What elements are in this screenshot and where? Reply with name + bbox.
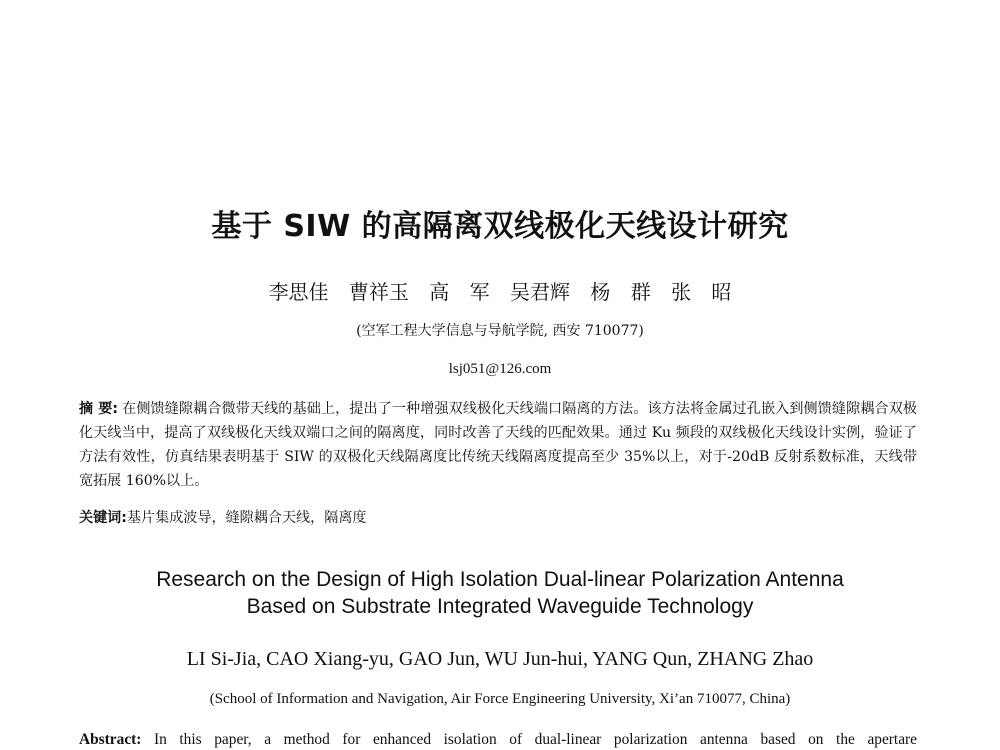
chinese-authors: 李思佳 曹祥玉 高 军 吴君辉 杨 群 张 昭 — [268, 280, 732, 304]
chinese-abstract-label: 摘 要: — [79, 401, 119, 417]
english-authors: LI Si-Jia, CAO Xiang-yu, GAO Jun, WU Jun-hui, YANG Qun, ZHANG Zhao — [186, 648, 814, 670]
chinese-keywords-text: 基片集成波导，缝隙耦合天线，隔离度 — [126, 510, 367, 526]
author-email: lsj051@126.com — [448, 361, 552, 377]
chinese-title: 基于 SIW 的高隔离双线极化天线设计研究 — [211, 209, 789, 244]
english-title-line-1: Research on the Design of High Isolation Dual-linear Polarization Antenna — [156, 568, 844, 591]
english-title — [0, 566, 1000, 620]
english-abstract-label: Abstract: — [79, 731, 142, 748]
english-title-line-2: Based on Substrate Integrated Waveguide Technology — [246, 595, 754, 618]
chinese-keywords — [79, 506, 917, 530]
chinese-affiliation: (空军工程大学信息与导航学院, 西安 710077) — [356, 323, 644, 339]
english-abstract-text: In this paper, a method for enhanced isolation of dual-linear polarization antenna based on the apertare — [154, 731, 917, 748]
chinese-abstract — [79, 397, 917, 493]
english-abstract — [79, 730, 917, 750]
chinese-abstract-text: 在侧馈缝隙耦合微带天线的基础上，提出了一种增强双线极化天线端口隔离的方法。该方法将金属过孔嵌入到侧馈缝隙耦合双极化天线当中，提高了双线极化天线双端口之间的隔离度，同时改善了天线的匹配效果。通过 Ku 频段的双线极化天线设计实例，验证了方法有效性，仿真结果表明基于 SIW 的双极化天线隔离度比传统天线隔离度提高至少 35%以上，对于-20dB 反射系数标准，天线带宽拓展 160%以上。 — [79, 401, 918, 489]
english-affiliation: (School of Information and Navigation, Air Force Engineering University, Xi’an 710077, China) — [209, 691, 791, 707]
chinese-keywords-label: 关键词: — [79, 510, 127, 526]
